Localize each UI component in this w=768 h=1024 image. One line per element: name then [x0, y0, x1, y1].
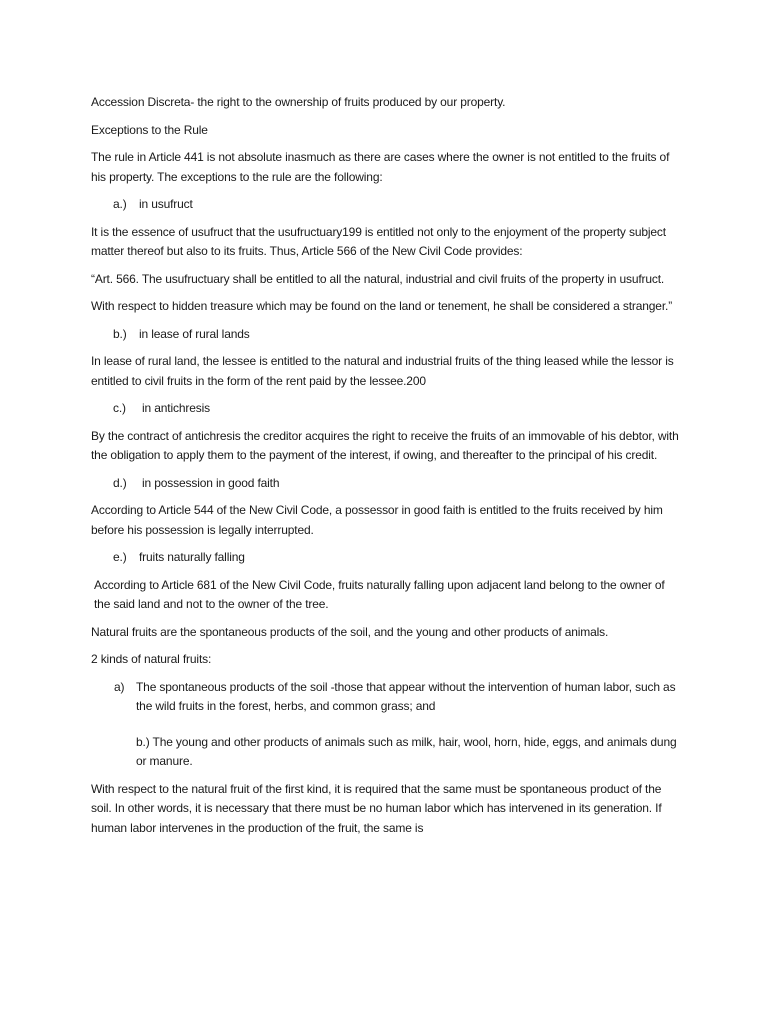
paragraph-heading: Exceptions to the Rule	[91, 122, 208, 137]
paragraph-rural-lease: In lease of rural land, the lessee is entitled to the natural and industrial fruits of the thing leased while the lessor is entitled to civil fruits in the form of the rent paid by the lessee.200	[91, 354, 674, 388]
exception-item-d	[91, 474, 681, 494]
kind-label: a)	[114, 679, 125, 694]
exception-label: d.)	[113, 475, 127, 490]
exception-item-e	[91, 548, 681, 568]
exception-text: fruits naturally falling	[139, 550, 245, 564]
exception-item-c	[91, 399, 681, 419]
exception-label: a.)	[113, 197, 127, 211]
kind-item-a	[114, 678, 681, 717]
paragraph-good-faith: According to Article 544 of the New Civil Code, a possessor in good faith is entitled to the fruits received by him before his possession is legally interrupted.	[91, 503, 663, 537]
kind-text: b.) The young and other products of animals such as milk, hair, wool, horn, hide, eggs, and animals dung or manure.	[136, 734, 677, 768]
exception-item-b	[91, 325, 681, 345]
paragraph-kinds-heading: 2 kinds of natural fruits:	[91, 652, 212, 666]
paragraph-article-681: According to Article 681 of the New Civil Code, fruits naturally falling upon adjacent land belong to the owner of the said land and not to the owner of the tree.	[94, 577, 665, 611]
paragraph-antichresis: By the contract of antichresis the creditor acquires the right to receive the fruits of an immovable of his debtor, with the obligation to apply them to the payment of the interest, if owing, and thereafter to the principal of his credit.	[91, 428, 679, 462]
exception-text: in antichresis	[142, 401, 210, 415]
paragraph-definition: Accession Discreta- the right to the ownership of fruits produced by our property.	[91, 95, 506, 109]
exception-label: e.)	[113, 550, 127, 564]
exception-label: b.)	[113, 326, 127, 341]
paragraph-hidden-treasure: With respect to hidden treasure which may be found on the land or tenement, he shall be considered a stranger.”	[91, 299, 673, 313]
paragraph-usufruct: It is the essence of usufruct that the usufructuary199 is entitled not only to the enjoyment of the property subject matter thereof but also to its fruits. Thus, Article 566 of the New Civil Code provides:	[91, 224, 666, 258]
exception-item-a	[91, 195, 681, 215]
kind-item-b	[136, 733, 681, 772]
document-body	[91, 93, 681, 846]
exception-label: c.)	[113, 401, 126, 415]
exception-text: in usufruct	[139, 197, 193, 211]
paragraph-rule: The rule in Article 441 is not absolute inasmuch as there are cases where the owner is not entitled to the fruits of his property. The exceptions to the rule are the following:	[91, 150, 670, 184]
paragraph-first-kind: With respect to the natural fruit of the first kind, it is required that the same must be spontaneous product of the soil. In other words, it is necessary that there must be no human labor which has intervened in its generation. If human labor intervenes in the production of the fruit, the same is	[91, 781, 662, 835]
exception-text: in lease of rural lands	[139, 326, 250, 341]
paragraph-natural-fruits: Natural fruits are the spontaneous products of the soil, and the young and other products of animals.	[91, 624, 609, 639]
kind-text: The spontaneous products of the soil -those that appear without the intervention of human labor, such as the wild fruits in the forest, herbs, and common grass; and	[136, 679, 676, 713]
exception-text: in possession in good faith	[142, 475, 280, 490]
paragraph-article-566: “Art. 566. The usufructuary shall be entitled to all the natural, industrial and civil fruits of the property in usufruct.	[91, 271, 665, 286]
